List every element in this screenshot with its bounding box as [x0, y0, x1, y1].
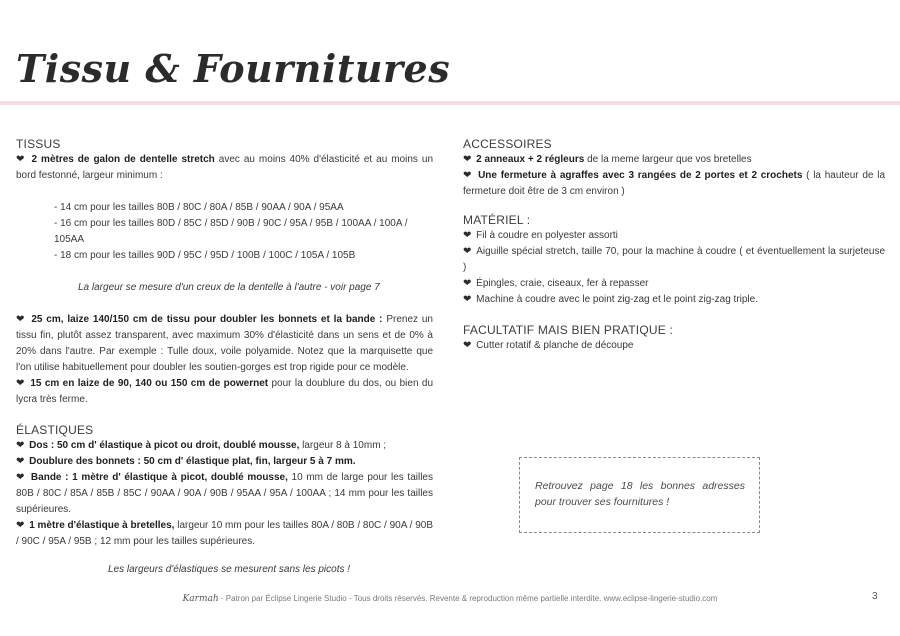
- elastique-item: ❤ Bande : 1 mètre d' élastique à picot, doublé mousse, 10 mm de large pour les tailles 80B / 80C / 85A / 85B / 85C / 90AA / 90A / 90B / 95AA / 95A / 100AA ; 14 mm pour les tailles supérieures.: [16, 472, 433, 515]
- footer-text: - Patron par Éclipse Lingerie Studio - Tous droits réservés. Revente & reproduction même partielle interdite. www.eclipse-lingerie-studio.com: [218, 594, 718, 603]
- supplies-callout: Retrouvez page 18 les bonnes adresses pour trouver ses fournitures !: [519, 457, 760, 533]
- elastiques-heading: ÉLASTIQUES: [16, 423, 94, 437]
- heart-icon: ❤: [463, 278, 472, 289]
- materiel-item: ❤ Fil à coudre en polyester assorti: [463, 230, 618, 241]
- lace-width-note: La largeur se mesure d'un creux de la dentelle à l'autre - voir page 7: [78, 282, 380, 293]
- facultatif-heading: FACULTATIF MAIS BIEN PRATIQUE :: [463, 323, 674, 337]
- right-column: [463, 136, 885, 354]
- elastic-width-note: Les largeurs d'élastiques se mesurent sans les picots !: [108, 564, 351, 575]
- size-line: - 16 cm pour les tailles 80D / 85C / 85D / 90B / 90C / 95A / 95B / 100AA / 100A / 105AA: [54, 218, 408, 245]
- heart-icon: ❤: [16, 520, 25, 531]
- elastique-item: ❤ Dos : 50 cm d' élastique à picot ou droit, doublé mousse, largeur 8 à 10mm ;: [16, 440, 387, 451]
- heart-icon: ❤: [463, 170, 473, 181]
- heart-icon: ❤: [463, 246, 472, 257]
- facultatif-item: ❤ Cutter rotatif & planche de découpe: [463, 340, 634, 351]
- page-number: 3: [872, 591, 878, 602]
- heart-icon: ❤: [463, 154, 472, 165]
- heart-icon: ❤: [463, 294, 472, 305]
- page-title: Tissu & Fournitures: [16, 46, 451, 91]
- left-column: [16, 136, 433, 578]
- elastique-item: ❤ Doublure des bonnets : 50 cm d' élastique plat, fin, largeur 5 à 7 mm.: [16, 456, 356, 467]
- size-line: - 18 cm pour les tailles 90D / 95C / 95D / 100B / 100C / 105A / 105B: [54, 250, 356, 261]
- accessoire-item: ❤ 2 anneaux + 2 régleurs de la meme largeur que vos bretelles: [463, 154, 752, 165]
- page-footer: [0, 594, 900, 604]
- tissus-lace-paragraph: ❤ 2 mètres de galon de dentelle stretch avec au moins 40% d'élasticité et au moins un bord festonné, largeur minimum :: [16, 154, 434, 181]
- heart-icon: ❤: [16, 314, 26, 325]
- elastique-item: ❤ 1 mètre d'élastique à bretelles, largeur 10 mm pour les tailles 80A / 80B / 80C / 90A / 90B / 90C / 95A / 95B ; 12 mm pour les tailles supérieures.: [16, 520, 433, 547]
- size-line: - 14 cm pour les tailles 80B / 80C / 80A / 85B / 90AA / 90A / 95AA: [54, 202, 344, 213]
- materiel-item: ❤ Épingles, craie, ciseaux, fer à repasser: [463, 278, 649, 289]
- heart-icon: ❤: [463, 340, 472, 351]
- accessoire-item: ❤ Une fermeture à agraffes avec 3 rangées de 2 portes et 2 crochets ( la hauteur de la fermeture doit être de 3 cm environ ): [463, 170, 886, 197]
- heart-icon: ❤: [16, 440, 25, 451]
- title-divider: [0, 101, 900, 105]
- heart-icon: ❤: [16, 456, 25, 467]
- tissus-heading: TISSUS: [16, 137, 61, 151]
- heart-icon: ❤: [16, 154, 26, 165]
- heart-icon: ❤: [16, 472, 26, 483]
- heart-icon: ❤: [16, 378, 25, 389]
- heart-icon: ❤: [463, 230, 472, 241]
- materiel-item: ❤ Machine à coudre avec le point zig-zag et le point zig-zag triple.: [463, 294, 758, 305]
- tissus-lining-paragraph: ❤ 25 cm, laize 140/150 cm de tissu pour doubler les bonnets et la bande : Prenez un tissu fin, plutôt assez transparent, avec maximum 30% d'élasticité dans un sens et de 0% à 20% dans l'autre. Par exemple : Tulle doux, voile polyamide. Notez que la marquisette que l'on utilise habituellement pour doubler les soutien-gorges est trop rigide pour ce modèle.: [16, 314, 433, 373]
- accessoires-heading: ACCESSOIRES: [463, 137, 552, 151]
- materiel-item: ❤ Aiguille spécial stretch, taille 70, pour la machine à coudre ( et éventuellement la surjeteuse ): [463, 246, 886, 273]
- footer-brand: Karmah: [182, 594, 219, 604]
- materiel-heading: MATÉRIEL :: [463, 213, 531, 227]
- tissus-powernet-paragraph: ❤ 15 cm en laize de 90, 140 ou 150 cm de powernet pour la doublure du dos, ou bien du lycra très ferme.: [16, 378, 434, 405]
